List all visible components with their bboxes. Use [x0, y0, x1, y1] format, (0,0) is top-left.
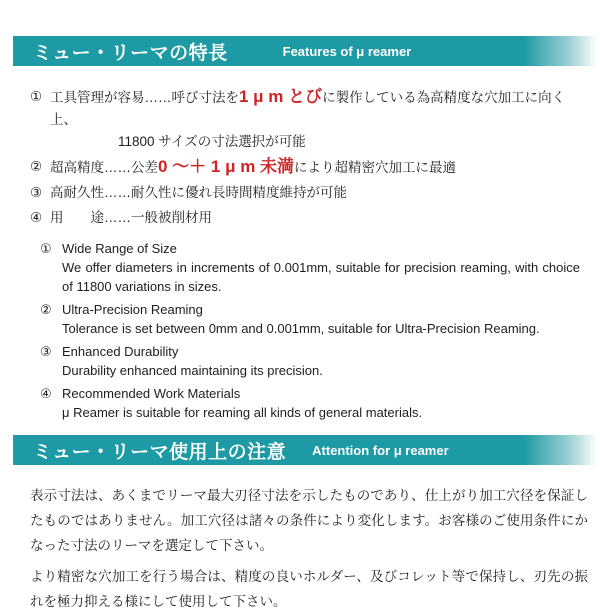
item-text-line2: 11800 サイズの寸法選択が可能 [118, 134, 306, 149]
item-text: 用 途……一般被削材用 [50, 210, 212, 225]
list-item [40, 300, 580, 338]
item-body: Durability enhanced maintaining its precision. [62, 363, 323, 378]
item-number: ① [30, 89, 43, 104]
item-text [62, 300, 580, 338]
item-heading: Enhanced Durability [62, 344, 179, 359]
item-heading: Wide Range of Size [62, 241, 177, 256]
item-heading: Ultra-Precision Reaming [62, 302, 203, 317]
item-text: 高耐久性……耐久性に優れ長時間精度維持が可能 [50, 185, 347, 200]
item-text [50, 86, 590, 153]
item-body: Tolerance is set between 0mm and 0.001mm, suitable for Ultra-Precision Reaming. [62, 321, 540, 336]
attention-paragraph: より精密な穴加工を行う場合は、精度の良いホルダー、及びコレット等で保持し、刃先の振れを極力抑える様にして使用して下さい。 [30, 569, 588, 609]
item-number: ② [40, 302, 52, 317]
item-body: μ Reamer is suitable for reaming all kinds of general materials. [62, 405, 423, 420]
item-text [62, 384, 580, 422]
item-body: We offer diameters in increments of 0.001mm, suitable for precision reaming, with choice of 11800 variations in sizes. [62, 260, 580, 294]
item-number: ① [40, 241, 52, 256]
item-number: ③ [40, 344, 52, 359]
list-item [30, 207, 590, 229]
list-item [40, 384, 580, 422]
list-item [40, 239, 580, 296]
item-number: ④ [30, 210, 43, 225]
attention-title-jp: ミュー・リーマ使用上の注意 [33, 441, 287, 463]
attention-header-bar [13, 435, 600, 465]
item-text [50, 156, 590, 179]
item-number: ④ [40, 386, 52, 401]
item-text [62, 239, 580, 296]
item-text-post: により超精密穴加工に最適 [294, 160, 457, 175]
item-number: ③ [30, 185, 43, 200]
item-number: ② [30, 159, 43, 174]
features-title-en: Features of μ reamer [282, 43, 412, 59]
features-header-bar [13, 36, 600, 66]
item-highlight: 1 μ m とび [239, 87, 323, 106]
list-item [30, 86, 590, 153]
list-item [30, 182, 590, 204]
features-list-en [40, 239, 580, 422]
item-text-post: に製作している為高精度な穴加工に向く上、 [50, 90, 566, 127]
item-text-pre: 超高精度……公差 [50, 160, 158, 175]
item-text-pre: 工具管理が容易……呼び寸法を [50, 90, 239, 105]
attention-title-en: Attention for μ reamer [312, 442, 449, 458]
list-item [30, 156, 590, 179]
attention-paragraphs [30, 483, 588, 614]
attention-paragraph: 表示寸法は、あくまでリーマ最大刃径寸法を示したものであり、仕上がり加工穴径を保証したものではありません。加工穴径は諸々の条件により変化します。お客様のご使用条件にかなった寸法のリーマを選定して下さい。 [30, 488, 588, 553]
item-text [62, 342, 580, 380]
item-highlight: 0 ～＋ 1 μ m 未満 [158, 157, 295, 176]
features-title-jp: ミュー・リーマの特長 [33, 42, 228, 64]
item-heading: Recommended Work Materials [62, 386, 241, 401]
features-list-jp [30, 86, 590, 229]
list-item [40, 342, 580, 380]
